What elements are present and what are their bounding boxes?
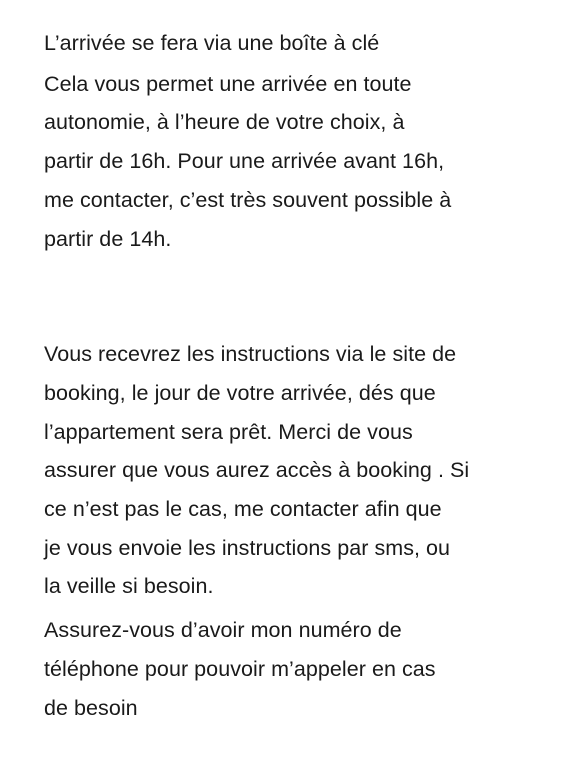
text-line: téléphone pour pouvoir m’appeler en cas [44,656,436,681]
paragraph-autonomy [44,65,554,259]
text-line: Assurez-vous d’avoir mon numéro de [44,618,402,643]
text-line: l’appartement sera prêt. Merci de vous [44,419,413,444]
paragraph-spacer [44,258,554,335]
paragraph-phone [44,611,554,727]
text-line: je vous envoie les instructions par sms, ou [44,535,451,560]
text-line: Cela vous permet une arrivée en toute [44,71,412,96]
text-line: autonomie, à l’heure de votre choix, à [44,110,405,135]
text-line: ce n’est pas le cas, me contacter afin que [44,497,442,522]
text-line: de besoin [44,695,138,720]
text-line: Vous recevrez les instructions via le site de [44,342,457,367]
document-body [44,24,554,727]
text-line: partir de 14h. [44,226,172,251]
text-line: partir de 16h. Pour une arrivée avant 16h, [44,149,445,174]
arrival-heading: L’arrivée se fera via une boîte à clé [44,31,380,55]
text-line: me contacter, c’est très souvent possible à [44,187,452,212]
paragraph-instructions [44,335,554,606]
text-line: assurer que vous aurez accès à booking . Si [44,458,470,483]
text-line: booking, le jour de votre arrivée, dés que [44,380,436,405]
text-line: la veille si besoin. [44,574,214,599]
